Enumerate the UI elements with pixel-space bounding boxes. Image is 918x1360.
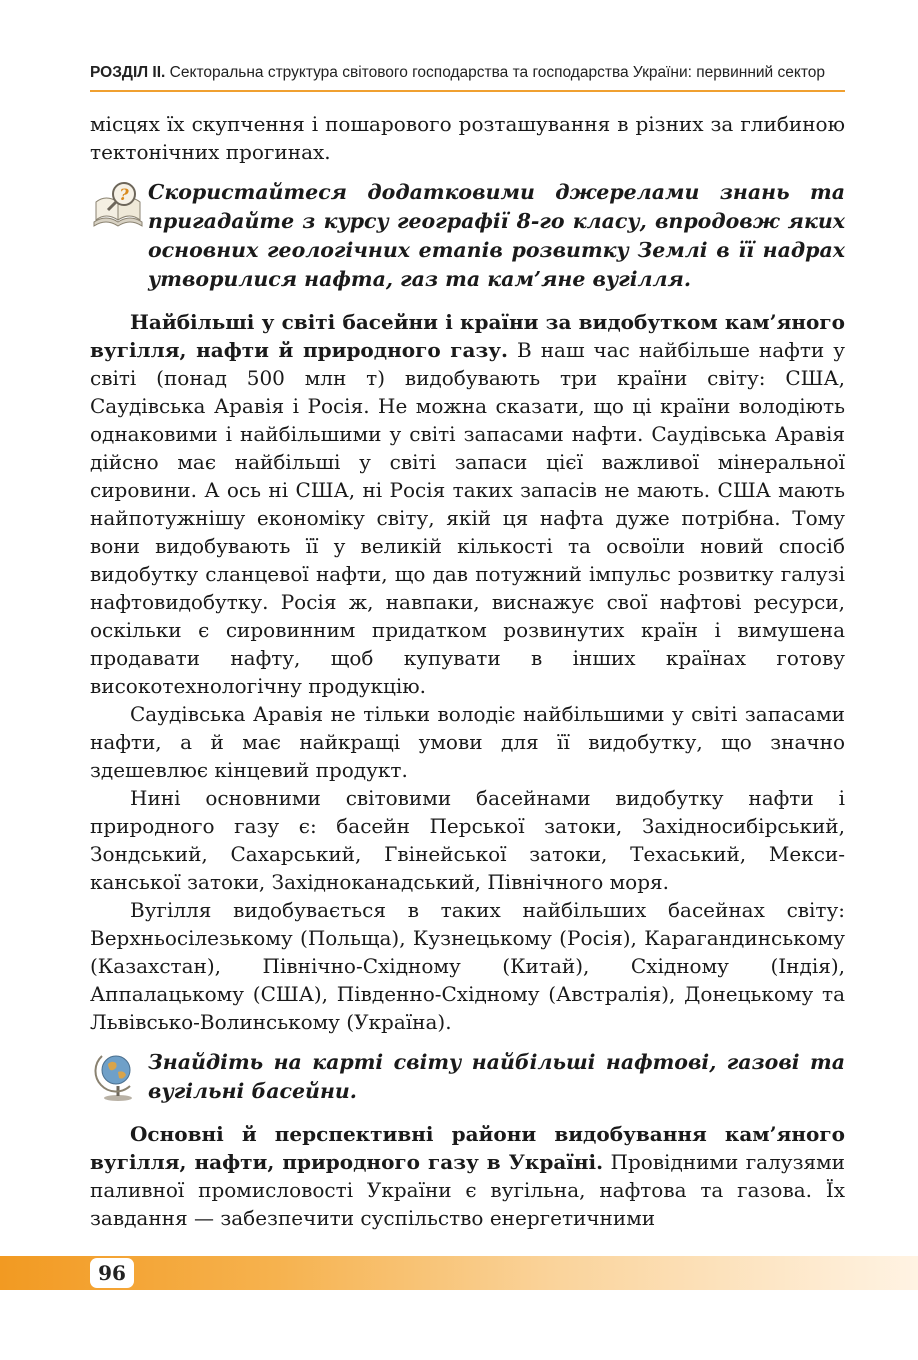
section2-p1-text: Провідними галузями паливної промисловості України є вугільна, нафтова та газова. Їх завдання — забезпечити суспільство енергетичними: [90, 1150, 845, 1230]
section1-paragraph-4: Вугілля видобувається в таких найбільших басейнах світу: Верхньосілезькому (Польща), Кузнецькому (Росія), Карагандинському (Казахстан), Північно-Східному (Китай), Східному (Індія), Аппалацькому (США), Південно-Східному (Австралія), Донецькому та Львівсько-Волинському (Україна).: [90, 898, 845, 1034]
section1-paragraph-3: Нині основними світовими басейнами видобутку нафти і природного газу є: басейн Перської затоки, Західносибірський, Зондський, Сахарський, Гвінейської затоки, Техаський, Мексиканської затоки, Західноканадський, Північного моря.: [90, 786, 845, 894]
section1-paragraph-1: [90, 308, 845, 700]
task-box-sources: [90, 178, 845, 294]
page-body: [90, 110, 845, 1232]
section1-p1-text: В наш час найбільше нафти у світі (понад 500 млн т) видобувають три країни світу: США, Саудівська Аравія і Росія. Не можна сказати, що ці країни володіють однаковими і найбільшими у світі запасами нафти. Саудівська Аравія дійсно має найбільші у світі запаси цієї важливої мінеральної сировини. А ось ні США, ні Росія таких запасів не мають. США мають найпотужнішу економіку світу, якій ця нафта дуже потрібна. Тому вони видобувають її у великій кількості та освоїли новий спосіб видобутку сланцевої нафти, що дав потужний імпульс розвитку галузі нафтовидобутку. Росія ж, навпаки, виснажує свої нафтові ресурси, оскільки є сировинним придатком розвинутих країн і вимушена продавати нафту, щоб купувати в інших країнах готову високотехнологічну продукцію.: [90, 338, 845, 698]
running-header: [90, 64, 845, 82]
svg-text:?: ?: [119, 185, 129, 204]
header-divider: [90, 90, 845, 92]
page-number: 96: [90, 1258, 134, 1288]
section2-heading: Основні й перспективні райони видобування кам’яного вугілля, нафти, природного газу в Україні.: [90, 1122, 845, 1174]
intro-paragraph: місцях їх скупчення і пошарового розташування в різних за глибиною тектонічних прогинах.: [90, 112, 845, 164]
header-section-label: РОЗДІЛ ІІ.: [90, 64, 166, 81]
task-text-sources: Скористайтеся додатковими джерелами знань та пригадайте з курсу географії 8-го класу, впродовж яких основних геологічних етапів розвитку Землі в її надрах утворилися нафта, газ та кам’яне вугілля.: [148, 180, 845, 291]
globe-icon: [90, 1048, 146, 1104]
task-text-map: Знайдіть на карті світу найбільші нафтові, газові та вугільні басейни.: [148, 1050, 845, 1103]
footer-bar: [0, 1256, 918, 1290]
header-title: Секторальна структура світового господарства та господарства України: первинний сектор: [169, 64, 826, 81]
section1-paragraph-2: Саудівська Аравія не тільки володіє найбільшими у світі запасами нафти, а й має найкращі умови для її видобутку, що значно здешевлює кінцевий продукт.: [90, 702, 845, 782]
section2-paragraph-1: [90, 1120, 845, 1232]
section1-heading: Найбільші у світі басейни і країни за видобутком кам’яного вугілля, нафти й природного газу.: [90, 310, 845, 362]
book-question-icon: [90, 178, 146, 234]
task-box-map: [90, 1048, 845, 1106]
